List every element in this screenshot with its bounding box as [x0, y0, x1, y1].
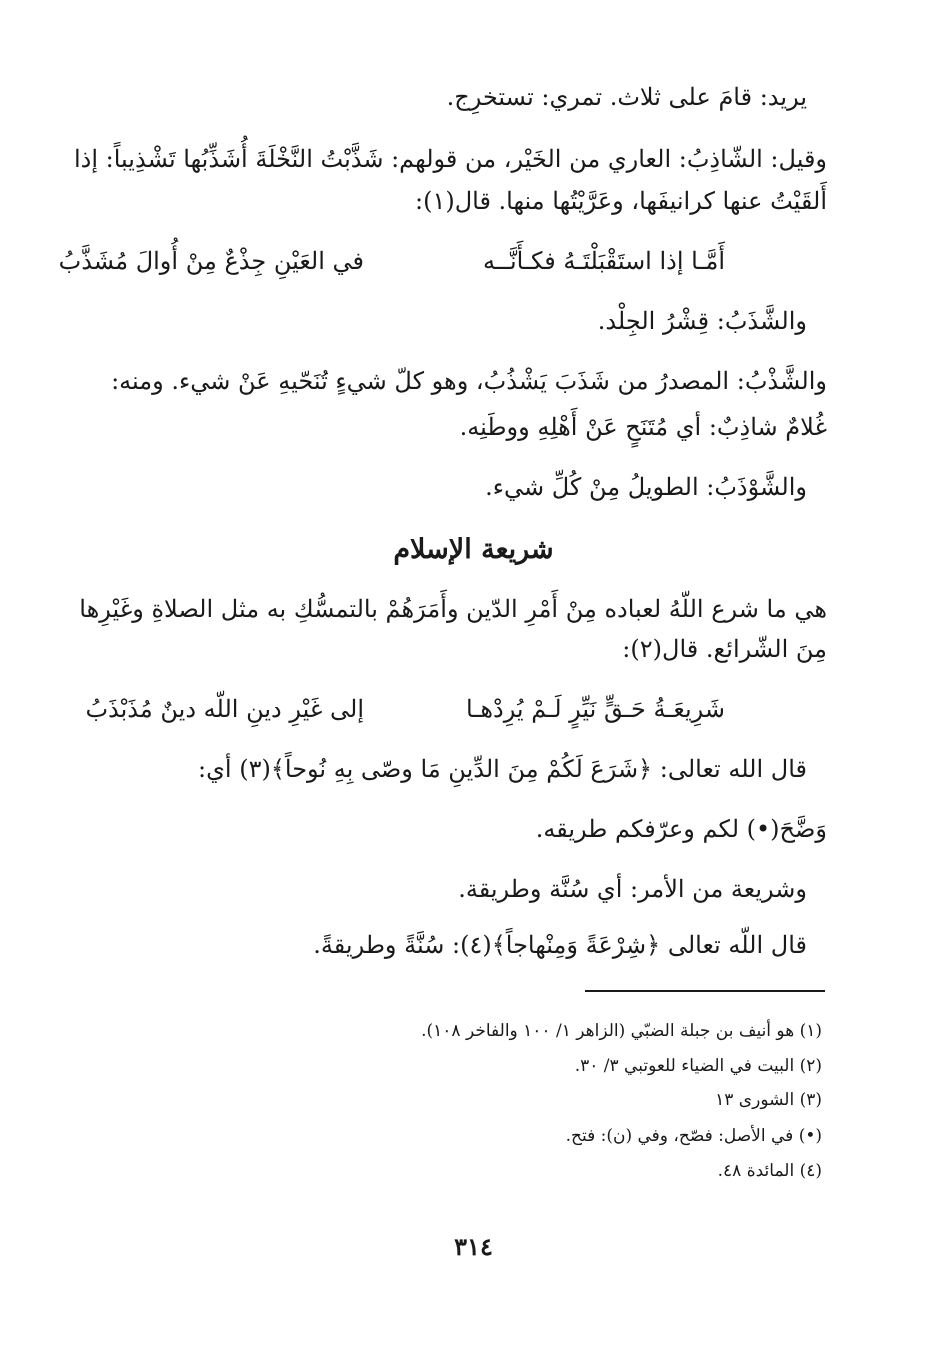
- body-line-5: والشَّذَبُ: قِشْرُ الجِلْد.: [597, 307, 807, 335]
- body-line-8: والشَّوْذَبُ: الطويلُ مِنْ كُلِّ شيء.: [485, 473, 807, 501]
- body-line-14: وشريعة من الأمر: أي سُنَّة وطريقة.: [458, 875, 807, 903]
- body-line-3: أَلقَيْتُ عنها كرانيفَها، وعَرَّيْتُها منها. قال(١):: [414, 187, 827, 215]
- body-line-7: غُلامٌ شاذِبٌ: أي مُتَنَحٍ عَنْ أَهْلِهِ ووطَنِه.: [459, 413, 827, 441]
- body-line-1: يريد: قامَ على ثلاث. تمري: تستخرِج.: [446, 83, 807, 111]
- page-number: ٣١٤: [454, 1232, 493, 1261]
- body-line-9: هي ما شرع اللّهُ لعباده مِنْ أَمْرِ الدّين وأَمَرَهُمْ بالتمسُّكِ به مثل الصلاةِ وغَيْرِها: [79, 595, 827, 623]
- body-line-12: قال الله تعالى: ﴿شَرَعَ لَكُمْ مِنَ الدِّينِ مَا وصّى بِهِ نُوحاً﴾(٣) أي:: [198, 755, 807, 783]
- footnote-4: (•) في الأصل: فصّح، وفي (ن): فتح.: [565, 1126, 822, 1146]
- body-line-6: والشَّذْبُ: المصدرُ من شَذَبَ يَشْذُبُ، وهو كلّ شيءٍ تُنَحّيهِ عَنْ شيء. ومنه:: [111, 367, 827, 395]
- body-line-13: وَضَّحَ(•) لكم وعرّفكم طريقه.: [535, 815, 827, 843]
- footnote-1: (١) هو أنيف بن جبلة الضبّي (الزاهر ١/ ١٠٠ والفاخر ١٠٨).: [421, 1021, 822, 1041]
- verse-1-first-hemistich: أَمَّـا إذا استَقْبَلْتَـهُ فكـأَنَّــه: [483, 247, 725, 275]
- verse-1-second-hemistich: في العَيْنِ جِذْعٌ مِنْ أُوالَ مُشَذَّبُ: [58, 247, 364, 275]
- verse-2-second-hemistich: إلى غَيْرِ دينِ اللّه دينٌ مُذَبْذَبُ: [85, 695, 364, 723]
- section-heading: شريعة الإسلام: [393, 534, 554, 565]
- footnote-5: (٤) المائدة ٤٨.: [717, 1161, 822, 1181]
- body-line-10: مِنَ الشّرائع. قال(٢):: [622, 635, 827, 663]
- verse-2-first-hemistich: شَرِيعَـةُ حَـقٍّ نَيِّرٍ لَـمْ يُرِدْهـا: [466, 695, 725, 723]
- body-line-2: وقيل: الشّاذِبُ: العاري من الخَيْر، من قولهم: شَذَّبْتُ النَّخْلَةَ أُشَذِّبُها تَشْذِيباً: إذا: [74, 145, 827, 173]
- footnote-2: (٢) البيت في الضياء للعوتبي ٣/ ٣٠.: [574, 1056, 822, 1076]
- footnote-3: (٣) الشورى ١٣: [715, 1090, 822, 1110]
- body-line-15: قال اللّه تعالى ﴿شِرْعَةً وَمِنْهاجاً﴾(٤): سُنَّةً وطريقةً.: [313, 931, 807, 959]
- footnote-separator: [585, 990, 825, 992]
